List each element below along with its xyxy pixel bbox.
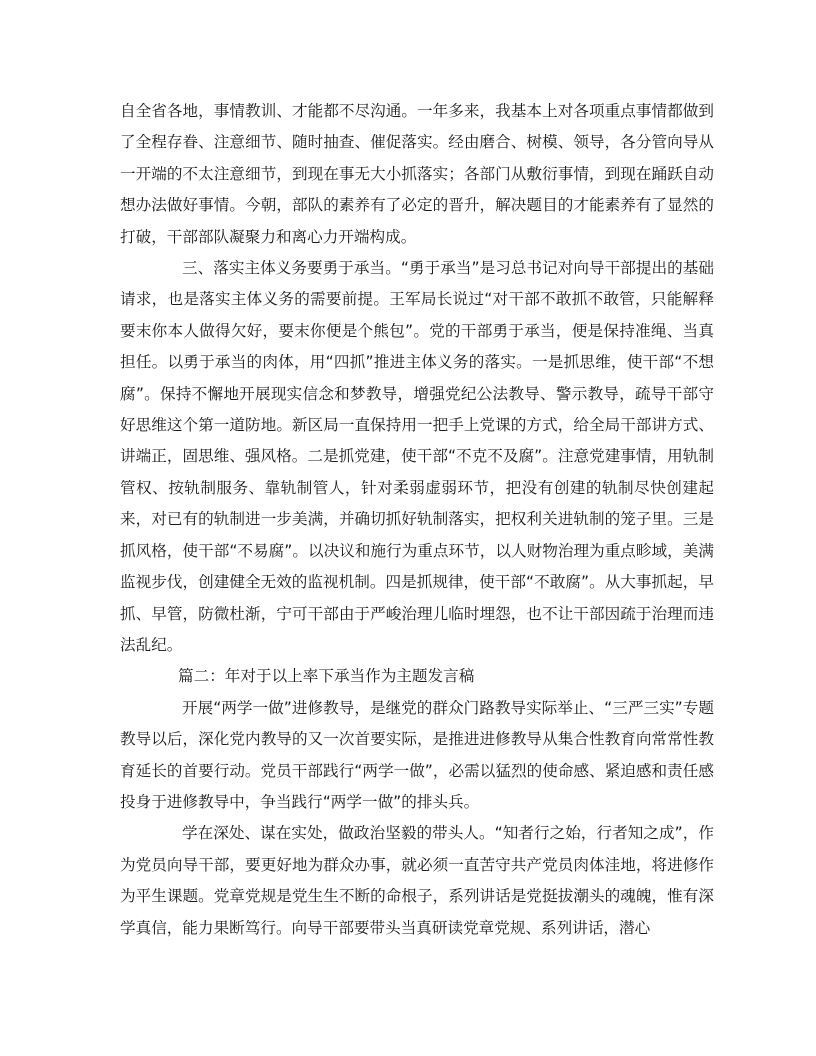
paragraph-intro: 开展“两学一做”进修教导，是继党的群众门路教导实际举止、“三严三实”专题教导以后，深化党内教导的又一次首要实际，是推进进修教导从集合性教育向常常性教育延长的首要行动。党员干部践行“两学一做”，必需以猛烈的使命感、紧迫感和责任感投身于进修教导中，争当践行“两学一做”的排头兵。: [120, 698, 714, 811]
document-page: [120, 96, 714, 944]
article-heading-part-two: 篇二：年对于以上率下承当作为主题发言稿: [178, 667, 475, 686]
paragraph-section-three: 三、落实主体义务要勇于承当。“勇于承当”是习总书记对向导干部提出的基础请求，也是落实主体义务的需要前提。王军局长说过“对干部不敢抓不敢管，只能解释要末你本人做得欠好，要末你便是个熊包”。党的干部勇于承当，便是保持准绳、当真担任。以勇于承当的肉体，用“四抓”推进主体义务的落实。一是抓思维，使干部“不想腐”。保持不懈地开展现实信念和梦教导，增强党纪公法教导、警示教导，疏导干部守好思维这个第一道防地。新区局一直保持用一把手上党课的方式，给全局干部讲方式、讲端正，固思维、强风格。二是抓党建，使干部“不克不及腐”。注意党建事情，用轨制管权、按轨制服务、靠轨制管人，针对柔弱虚弱环节，把没有创建的轨制尽快创建起来，对已有的轨制进一步美满，并确切抓好轨制落实，把权利关进轨制的笼子里。三是抓风格，使干部“不易腐”。以决议和施行为重点环节，以人财物治理为重点畛域，美满监视步伐，创建健全无效的监视机制。四是抓规律，使干部“不敢腐”。从大事抓起，早抓、早管，防微杜渐，宁可干部由于严峻治理儿临时埋怨，也不让干部因疏于治理而违法乱纪。: [120, 259, 714, 654]
paragraph-study: 学在深处、谋在实处，做政治坚毅的带头人。“知者行之始，行者知之成”，作为党员向导干部，要更好地为群众办事，就必须一直苦守共产党员肉体洼地，将进修作为平生课题。党章党规是党生生不断的命根子，系列讲话是党挺拔潮头的魂魄，惟有深学真信，能力果断笃行。向导干部要带头当真研读党章党规、系列讲话，潜心: [120, 824, 714, 937]
paragraph-continuation: 自全省各地，事情教训、才能都不尽沟通。一年多来，我基本上对各项重点事情都做到了全程存眷、注意细节、随时抽查、催促落实。经由磨合、树模、领导，各分管向导从一开端的不太注意细节，到现在事无大小抓落实；各部门从敷衍事情，到现在踊跃自动想办法做好事情。今朝，部队的素养有了必定的晋升，解决题目的才能素养有了显然的打破，干部部队凝聚力和离心力开端构成。: [120, 102, 714, 246]
